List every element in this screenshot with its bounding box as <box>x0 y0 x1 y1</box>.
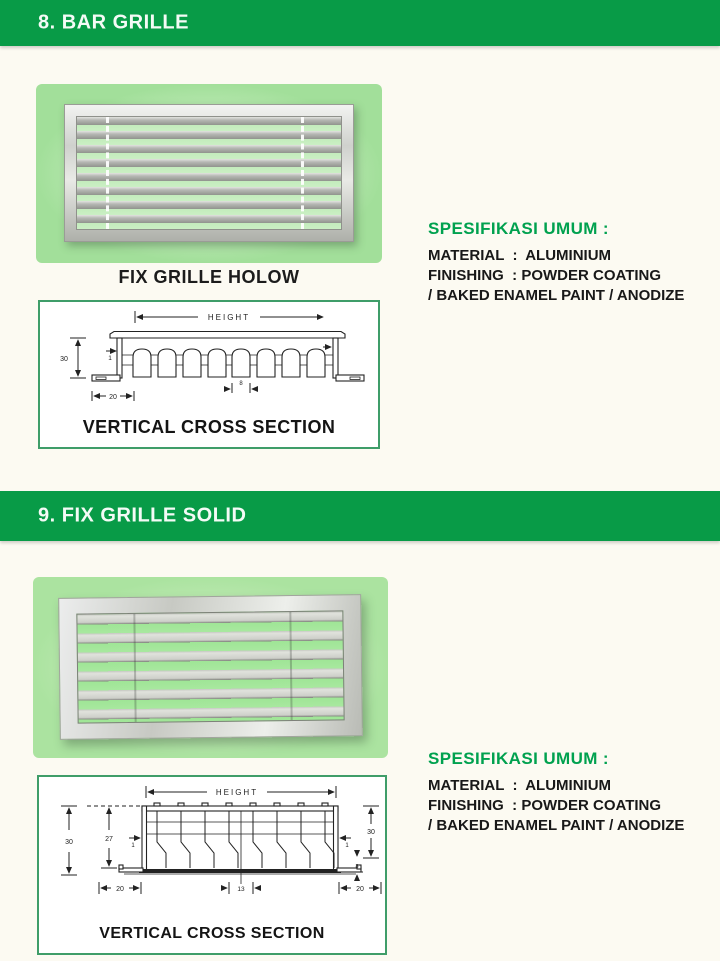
dim-height-label: HEIGHT <box>207 313 251 322</box>
bar-grille-image <box>64 104 354 242</box>
spec-title: SPESIFIKASI UMUM : <box>428 219 609 238</box>
dim-depth-inner: 27 <box>105 836 113 843</box>
drawing-caption: VERTICAL CROSS SECTION <box>82 417 336 437</box>
dim-depth-right: 30 <box>367 829 375 836</box>
solid-grille-photo <box>58 594 363 740</box>
drawing-caption: VERTICAL CROSS SECTION <box>99 925 325 942</box>
section-title: 9. FIX GRILLE SOLID <box>38 504 247 527</box>
dim-base-lip: 8 <box>355 864 359 870</box>
spec-block <box>428 749 714 836</box>
dim-blade-thickness-right: 1 <box>345 843 349 849</box>
dim-height-label: HEIGHT <box>215 788 259 797</box>
solid-grille-slats <box>76 610 344 723</box>
section-header-bar-grille <box>0 0 720 46</box>
spec-finishing: FINISHING : POWDER COATING <box>428 797 662 814</box>
dim-blade-thickness-left: 1 <box>131 843 135 849</box>
spec-material: MATERIAL : ALUMINIUM <box>428 777 612 794</box>
dim-foot-left: 20 <box>116 886 124 893</box>
dim-frame-thickness: 1 <box>108 355 112 362</box>
grille-mullion <box>106 117 109 229</box>
cross-section-drawing-bar-grille <box>40 305 378 413</box>
grille-joint <box>133 614 136 722</box>
grille-mullion <box>301 117 304 229</box>
dim-blade-pitch: 13 <box>237 886 245 893</box>
spec-block <box>428 219 714 306</box>
section-title: 8. BAR GRILLE <box>38 11 189 34</box>
product-label: FIX GRILLE HOLOW <box>118 267 300 287</box>
cross-section-box-bar-grille <box>38 300 380 449</box>
spec-finishing: FINISHING : POWDER COATING <box>428 267 662 284</box>
spec-finishing-2: / BAKED ENAMEL PAINT / ANODIZE <box>428 287 685 304</box>
cross-section-drawing-fix-grille-solid <box>39 780 385 918</box>
dim-depth-outer: 30 <box>65 839 73 846</box>
spec-finishing-2: / BAKED ENAMEL PAINT / ANODIZE <box>428 817 685 834</box>
product-panel-bar-grille <box>36 84 382 263</box>
dim-foot-offset: 20 <box>109 394 117 401</box>
spec-material: MATERIAL : ALUMINIUM <box>428 247 612 264</box>
product-panel-fix-grille-solid <box>33 577 388 758</box>
dim-foot-right: 20 <box>356 886 364 893</box>
spec-title: SPESIFIKASI UMUM : <box>428 749 609 768</box>
dim-depth: 30 <box>60 356 68 363</box>
grille-joint <box>289 612 292 720</box>
section-header-fix-grille-solid <box>0 491 720 541</box>
bar-grille-slats <box>76 116 342 230</box>
cross-section-box-fix-grille-solid <box>37 775 387 955</box>
dim-bar-width: 8 <box>239 381 243 387</box>
